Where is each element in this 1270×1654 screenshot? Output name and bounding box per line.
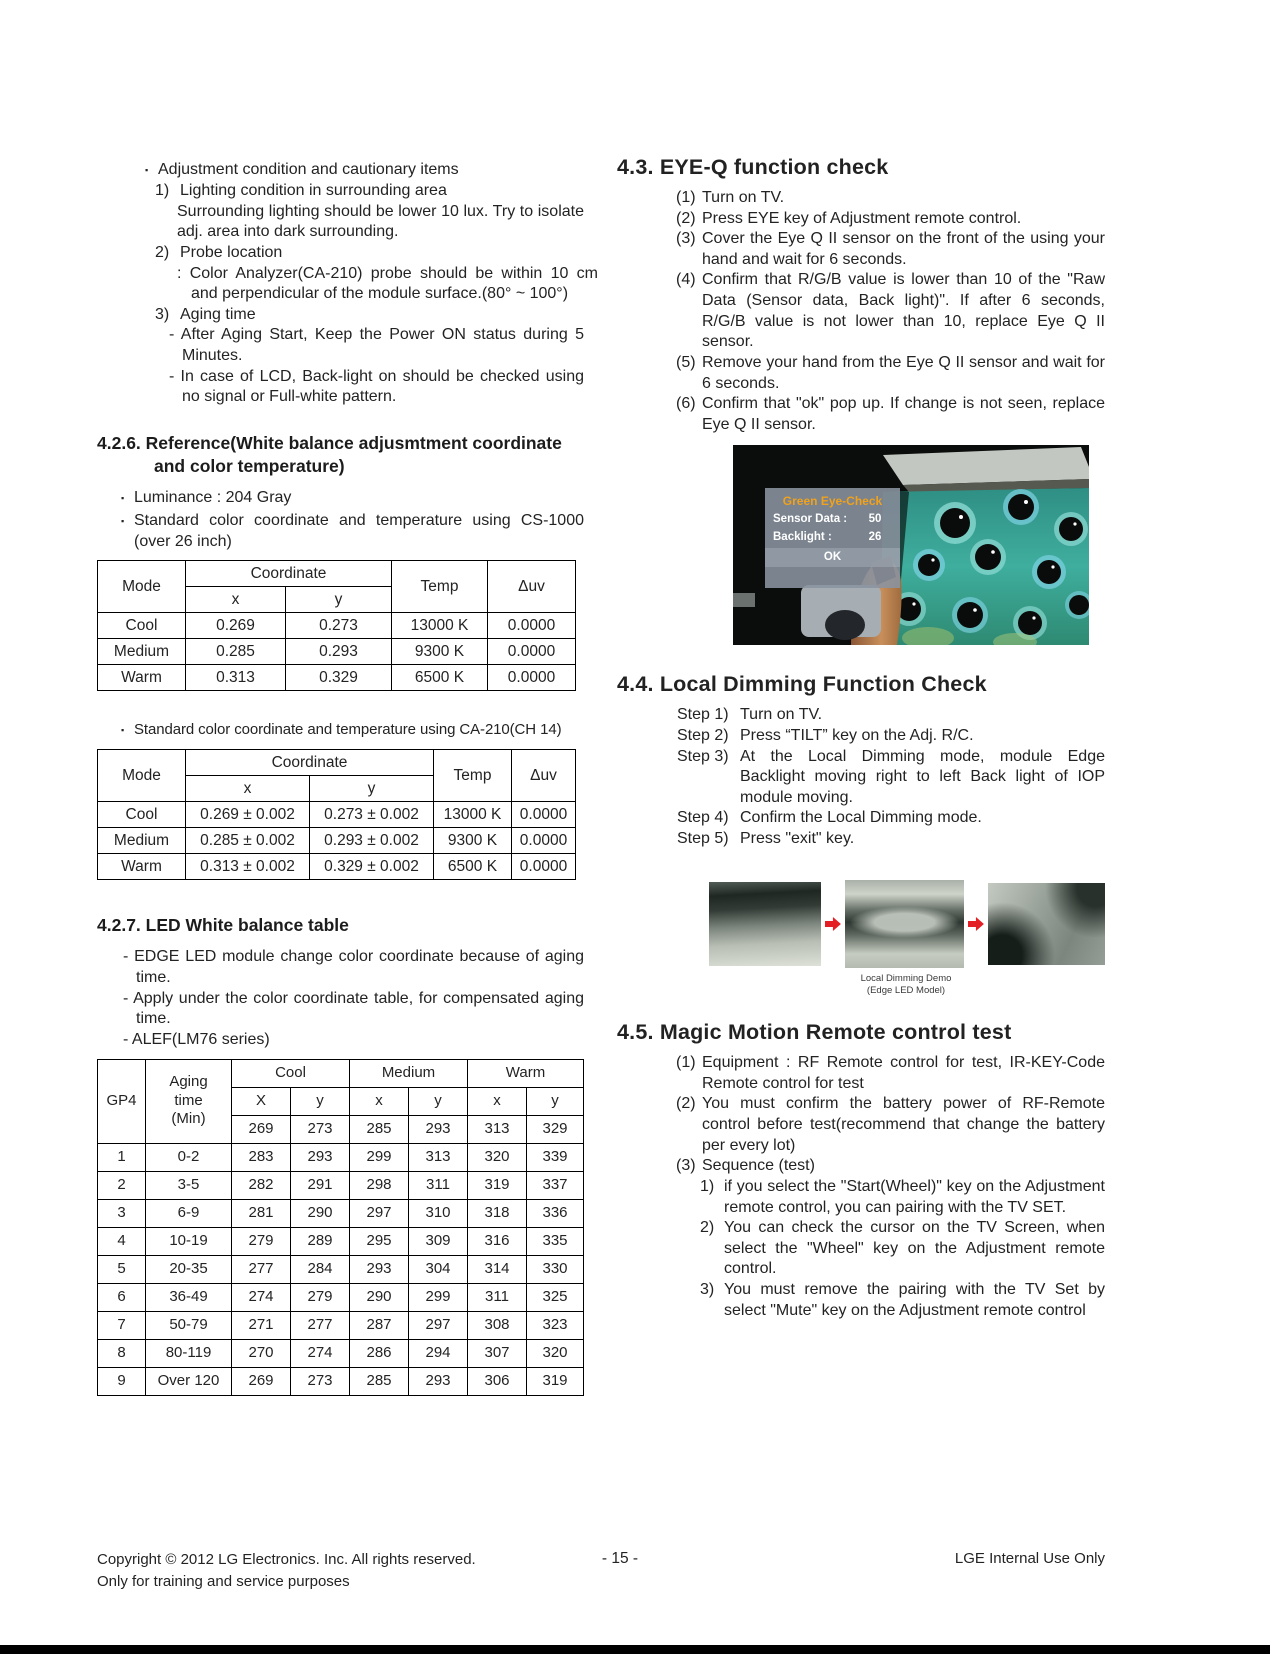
table-row [98, 1367, 584, 1395]
section-45-title: 4.5. Magic Motion Remote control test [617, 1020, 1012, 1045]
table-cell: 283 [232, 1143, 291, 1171]
baseline-value-cell: 269 [232, 1115, 291, 1143]
table-row [98, 1227, 584, 1255]
table-cell: 0.285 ± 0.002 [186, 828, 310, 854]
table-row [98, 1283, 584, 1311]
item-text: You can check the cursor on the TV Screen, when select the "Wheel" key on the Adjustment remote control. [724, 1219, 1105, 1278]
table-cell: 0.0000 [488, 639, 576, 665]
apply-table-note: - Apply under the color coordinate table, for compensated aging time. [123, 989, 584, 1028]
table-cell: 284 [291, 1255, 350, 1283]
arrow-right-icon [968, 917, 984, 931]
table-cell: 337 [527, 1171, 584, 1199]
baseline-value-cell: 273 [291, 1115, 350, 1143]
table-cell: 277 [291, 1311, 350, 1339]
table-cell: 1 [98, 1143, 146, 1171]
item-number: (1) [676, 188, 696, 206]
col-header-aging-time: Aging time (Min) [146, 1059, 232, 1143]
table-cell: 7 [98, 1311, 146, 1339]
item-text: You must remove the pairing with the TV Set by select "Mute" key on the Adjustment remote control [724, 1281, 1105, 1319]
table-cell: 0.329 ± 0.002 [310, 854, 434, 880]
table-cell: 0.0000 [488, 665, 576, 691]
table-cell: 0.273 [286, 613, 392, 639]
table-cell: 314 [468, 1255, 527, 1283]
table-cell: 277 [232, 1255, 291, 1283]
table-cell: 320 [527, 1339, 584, 1367]
table-cell: 50-79 [146, 1311, 232, 1339]
table-row [98, 1255, 584, 1283]
table-cell: 6-9 [146, 1199, 232, 1227]
table-row [98, 1339, 584, 1367]
table-cell: 3 [98, 1199, 146, 1227]
col-header-temp: Temp [392, 561, 488, 613]
item-text: Equipment : RF Remote control for test, IR-KEY-Code Remote control for test [702, 1054, 1105, 1092]
table-cell: 6500 K [434, 854, 512, 880]
item-number: (3) [676, 1157, 696, 1175]
item-number: (4) [676, 271, 696, 289]
probe-location-body: : Color Analyzer(CA-210) probe should be within 10 cm and perpendicular of the module surface.(80° ~ 100°) [177, 264, 598, 303]
table-cell: 0.285 [186, 639, 286, 665]
alef-series-note: - ALEF(LM76 series) [123, 1030, 270, 1048]
table-row [98, 1311, 584, 1339]
step-item [677, 829, 1105, 850]
table-cell: 311 [409, 1171, 468, 1199]
eye-check-photo [733, 445, 1089, 645]
col-header-xy: x [350, 1087, 409, 1115]
table-cell: 287 [350, 1311, 409, 1339]
table-cell: 311 [468, 1283, 527, 1311]
col-header-xy: y [527, 1087, 584, 1115]
list-item [700, 1177, 1105, 1218]
table-row [98, 639, 576, 665]
cs1000-white-balance-table [97, 560, 576, 691]
list-item [676, 1156, 1105, 1177]
backlight-label: Backlight : [773, 531, 832, 544]
table-cell: 8 [98, 1339, 146, 1367]
table-cell: 299 [409, 1283, 468, 1311]
footer-copyright [97, 1549, 476, 1593]
list-item [676, 188, 1105, 209]
step-text: Press “TILT” key on the Adj. R/C. [740, 726, 974, 744]
table-cell: 0.313 ± 0.002 [186, 854, 310, 880]
table-row [98, 802, 576, 828]
table-cell: 304 [409, 1255, 468, 1283]
table-row [98, 613, 576, 639]
backlight-value: 26 [868, 531, 882, 544]
table-cell: 282 [232, 1171, 291, 1199]
table-cell: 0.0000 [512, 854, 576, 880]
square-bullet-icon: ▪ [121, 493, 125, 504]
item-text: Cover the Eye Q II sensor on the front of the using your hand and wait for 6 seconds. [702, 230, 1105, 268]
table-cell: 293 [350, 1255, 409, 1283]
table-cell: 0.293 ± 0.002 [310, 828, 434, 854]
table-cell: 289 [291, 1227, 350, 1255]
table-cell: 9300 K [434, 828, 512, 854]
step-text: Confirm the Local Dimming mode. [740, 809, 982, 827]
col-header-duv: Δuv [512, 750, 576, 802]
table-cell: 13000 K [434, 802, 512, 828]
eyeq-steps-list [676, 188, 1105, 436]
adjustment-conditions-heading [97, 160, 584, 181]
col-header-warm: Warm [468, 1059, 584, 1087]
step-text: At the Local Dimming mode, module Edge Backlight moving right to left Back light of IOP module moving. [740, 747, 1105, 806]
item-title: Probe location [180, 243, 283, 261]
step-text: Press "exit" key. [740, 830, 855, 847]
table-cell: 0.273 ± 0.002 [310, 802, 434, 828]
table-cell: 298 [350, 1171, 409, 1199]
step-label: Step 4) [677, 809, 729, 827]
left-column [97, 160, 598, 1396]
table-row [98, 665, 576, 691]
table-cell: 36-49 [146, 1283, 232, 1311]
backlight-row [765, 528, 900, 546]
aging-time-note-1: - After Aging Start, Keep the Power ON status during 5 Minutes. [169, 326, 584, 364]
list-item [700, 1280, 1105, 1321]
table-cell: 316 [468, 1227, 527, 1255]
table-cell: 325 [527, 1283, 584, 1311]
step-label: Step 5) [677, 830, 729, 847]
table-cell: 279 [291, 1283, 350, 1311]
table-cell: Medium [98, 639, 186, 665]
baseline-value-cell: 293 [409, 1115, 468, 1143]
col-header-y: y [310, 776, 434, 802]
right-column [617, 154, 1105, 1321]
item-number: 2) [155, 243, 170, 261]
table-cell: 273 [291, 1367, 350, 1395]
col-header-cool: Cool [232, 1059, 350, 1087]
page-number: - 15 - [601, 1550, 639, 1567]
baseline-value-cell: 285 [350, 1115, 409, 1143]
table-cell: 270 [232, 1339, 291, 1367]
item-number: (3) [676, 230, 696, 248]
ca210-bullet [97, 720, 584, 741]
col-header-xy: y [409, 1087, 468, 1115]
table-cell: 310 [409, 1199, 468, 1227]
col-header-xy: x [468, 1087, 527, 1115]
table-cell: 9 [98, 1367, 146, 1395]
dimming-image-2 [845, 880, 964, 968]
table-cell: 286 [350, 1339, 409, 1367]
list-item [676, 394, 1105, 435]
table-cell: 6 [98, 1283, 146, 1311]
table-cell: 4 [98, 1227, 146, 1255]
table-cell: 281 [232, 1199, 291, 1227]
col-header-x: x [186, 776, 310, 802]
section-43-title: 4.3. EYE-Q function check [617, 155, 889, 179]
item-text: You must confirm the battery power of RF-Remote control before test(recommend that change the battery per every lot) [702, 1095, 1105, 1154]
step-label: Step 3) [677, 747, 729, 765]
list-item [676, 1094, 1105, 1156]
green-eye-check-dialog [765, 488, 900, 588]
table-cell: 0.269 [186, 613, 286, 639]
table-cell: 293 [291, 1143, 350, 1171]
table-cell: 295 [350, 1227, 409, 1255]
table-cell: 335 [527, 1227, 584, 1255]
table-cell: 80-119 [146, 1339, 232, 1367]
internal-use-note: LGE Internal Use Only [954, 1550, 1105, 1567]
item-number: (2) [676, 1095, 696, 1113]
item-number: (6) [676, 395, 696, 413]
item-text: Confirm that R/G/B value is lower than 10 of the "Raw Data (Sensor data, Back light)". If after 6 seconds, R/G/B value is not lower than 10, replace Eye Q II sensor. [702, 271, 1105, 351]
dialog-title: Green Eye-Check [782, 494, 883, 509]
list-item [676, 353, 1105, 394]
dimming-image-3 [988, 883, 1105, 965]
list-item [676, 1053, 1105, 1094]
table-row [98, 1171, 584, 1199]
table-cell: 294 [409, 1339, 468, 1367]
item-number: (1) [676, 1054, 696, 1072]
local-dimming-steps [617, 705, 1105, 849]
table-cell: Over 120 [146, 1367, 232, 1395]
table-cell: 306 [468, 1367, 527, 1395]
table-cell: 269 [232, 1367, 291, 1395]
table-cell: 319 [527, 1367, 584, 1395]
table-cell: 0-2 [146, 1143, 232, 1171]
table-cell: Warm [98, 854, 186, 880]
list-item [676, 209, 1105, 230]
step-text: Turn on TV. [740, 706, 823, 724]
table-cell: 274 [232, 1283, 291, 1311]
step-item [677, 808, 1105, 829]
sequence-test-list [700, 1177, 1105, 1321]
col-header-coordinate: Coordinate [186, 561, 392, 587]
table-cell: 309 [409, 1227, 468, 1255]
table-cell: 285 [350, 1367, 409, 1395]
col-header-mode: Mode [98, 750, 186, 802]
col-header-gp4: GP4 [98, 1059, 146, 1143]
item-text: if you select the "Start(Wheel)" key on the Adjustment remote control, you can pairing with the TV SET. [724, 1177, 1105, 1216]
ca210-text: Standard color coordinate and temperature using CA-210(CH 14) [134, 721, 562, 739]
table-cell: 291 [291, 1171, 350, 1199]
bottom-black-bar [0, 1645, 1270, 1654]
table-cell: Cool [98, 802, 186, 828]
table-cell: 3-5 [146, 1171, 232, 1199]
table-cell: Cool [98, 613, 186, 639]
list-item [700, 1218, 1105, 1280]
table-cell: 0.0000 [512, 828, 576, 854]
table-cell: 319 [468, 1171, 527, 1199]
adjustment-conditions-text: Adjustment condition and cautionary items [158, 161, 459, 178]
dimming-image-1 [709, 882, 821, 966]
section-426-title: 4.2.6. Reference(White balance adjusmtment coordinate and color temperature) [97, 432, 562, 476]
section-427-title: 4.2.7. LED White balance table [97, 915, 349, 936]
table-cell: 0.313 [186, 665, 286, 691]
table-cell: 0.0000 [512, 802, 576, 828]
baseline-value-cell: 329 [527, 1115, 584, 1143]
copyright-line-1: Copyright © 2012 LG Electronics. Inc. All rights reserved. [97, 1551, 476, 1568]
caption-line-2: (Edge LED Model) [866, 984, 946, 996]
table-cell: 297 [350, 1199, 409, 1227]
aging-time-item [155, 305, 584, 326]
table-cell: 5 [98, 1255, 146, 1283]
table-cell: 290 [291, 1199, 350, 1227]
table-cell: 323 [527, 1311, 584, 1339]
section-44-title: 4.4. Local Dimming Function Check [617, 672, 987, 697]
item-title: Lighting condition in surrounding area [180, 182, 447, 199]
item-number: (5) [676, 353, 696, 371]
table-cell: Medium [98, 828, 186, 854]
table-cell: 313 [409, 1143, 468, 1171]
col-header-temp: Temp [434, 750, 512, 802]
sensor-data-value: 50 [868, 512, 882, 525]
table-row [98, 854, 576, 880]
item-text: Remove your hand from the Eye Q II sensor and wait for 6 seconds. [702, 353, 1105, 392]
arrow-right-icon [825, 917, 841, 931]
sensor-data-label: Sensor Data : [773, 512, 848, 525]
table-cell: 10-19 [146, 1227, 232, 1255]
col-header-coordinate: Coordinate [186, 750, 434, 776]
table-cell: 0.329 [286, 665, 392, 691]
table-cell: 297 [409, 1311, 468, 1339]
baseline-value-cell: 313 [468, 1115, 527, 1143]
cs1000-text: Standard color coordinate and temperature using CS-1000 (over 26 inch) [134, 512, 584, 550]
item-text: Sequence (test) [702, 1157, 815, 1175]
cs1000-bullet [97, 511, 584, 552]
table-cell: 320 [468, 1143, 527, 1171]
table-cell: 308 [468, 1311, 527, 1339]
col-header-y: y [286, 587, 392, 613]
table-cell: 318 [468, 1199, 527, 1227]
edge-led-note: - EDGE LED module change color coordinate because of aging time. [123, 948, 584, 987]
copyright-line-2: Only for training and service purposes [97, 1572, 350, 1590]
table-cell: 293 [409, 1367, 468, 1395]
col-header-x: x [186, 587, 286, 613]
item-number: 2) [700, 1219, 715, 1237]
table-cell: 274 [291, 1339, 350, 1367]
magic-motion-list [676, 1053, 1105, 1177]
item-text: Turn on TV. [702, 188, 785, 206]
table-row [98, 1143, 584, 1171]
item-number: (2) [676, 209, 696, 227]
table-cell: 336 [527, 1199, 584, 1227]
probe-location-item [155, 243, 584, 264]
table-cell: 2 [98, 1171, 146, 1199]
led-white-balance-table [97, 1059, 584, 1396]
step-label: Step 1) [677, 706, 729, 724]
step-item [677, 705, 1105, 726]
lighting-condition-body: Surrounding lighting should be lower 10 lux. Try to isolate adj. area into dark surrounding. [177, 202, 584, 241]
table-cell: 279 [232, 1227, 291, 1255]
luminance-bullet [97, 488, 584, 509]
table-cell: 271 [232, 1311, 291, 1339]
table-cell: 20-35 [146, 1255, 232, 1283]
table-cell: 13000 K [392, 613, 488, 639]
table-cell: 330 [527, 1255, 584, 1283]
table-cell: 9300 K [392, 639, 488, 665]
item-number: 1) [700, 1177, 715, 1195]
item-text: Confirm that "ok" pop up. If change is not seen, replace Eye Q II sensor. [702, 395, 1105, 433]
col-header-duv: Δuv [488, 561, 576, 613]
item-number: 3) [700, 1281, 715, 1299]
ok-button: OK [765, 548, 900, 568]
table-row [98, 1199, 584, 1227]
step-item [677, 726, 1105, 747]
lighting-condition-item [155, 181, 584, 202]
aging-time-note-2: - In case of LCD, Back-light on should be checked using no signal or Full-white pattern. [169, 367, 584, 406]
step-item [677, 747, 1105, 809]
table-cell: 290 [350, 1283, 409, 1311]
step-label: Step 2) [677, 726, 729, 744]
table-cell: 0.0000 [488, 613, 576, 639]
table-cell: 299 [350, 1143, 409, 1171]
square-bullet-icon: ▪ [145, 165, 149, 175]
col-header-mode: Mode [98, 561, 186, 613]
sensor-data-row [765, 510, 900, 528]
square-bullet-icon: ▪ [121, 516, 125, 527]
col-header-xy: y [291, 1087, 350, 1115]
table-cell: 339 [527, 1143, 584, 1171]
list-item [676, 270, 1105, 353]
item-number: 3) [155, 305, 170, 323]
col-header-xy: X [232, 1087, 291, 1115]
dimming-caption [811, 973, 1001, 998]
col-header-medium: Medium [350, 1059, 468, 1087]
table-cell: Warm [98, 665, 186, 691]
table-cell: 0.269 ± 0.002 [186, 802, 310, 828]
table-cell: 0.293 [286, 639, 392, 665]
item-title: Aging time [180, 305, 256, 323]
square-bullet-icon: ▪ [121, 725, 125, 736]
ca210-white-balance-table [97, 749, 576, 880]
table-cell: 6500 K [392, 665, 488, 691]
table-cell: 307 [468, 1339, 527, 1367]
item-text: Press EYE key of Adjustment remote control. [702, 209, 1022, 227]
table-row [98, 828, 576, 854]
caption-line-1: Local Dimming Demo [860, 972, 952, 984]
item-number: 1) [155, 182, 170, 199]
local-dimming-demo-strip [709, 880, 1105, 968]
list-item [676, 229, 1105, 270]
luminance-text: Luminance : 204 Gray [134, 489, 292, 507]
